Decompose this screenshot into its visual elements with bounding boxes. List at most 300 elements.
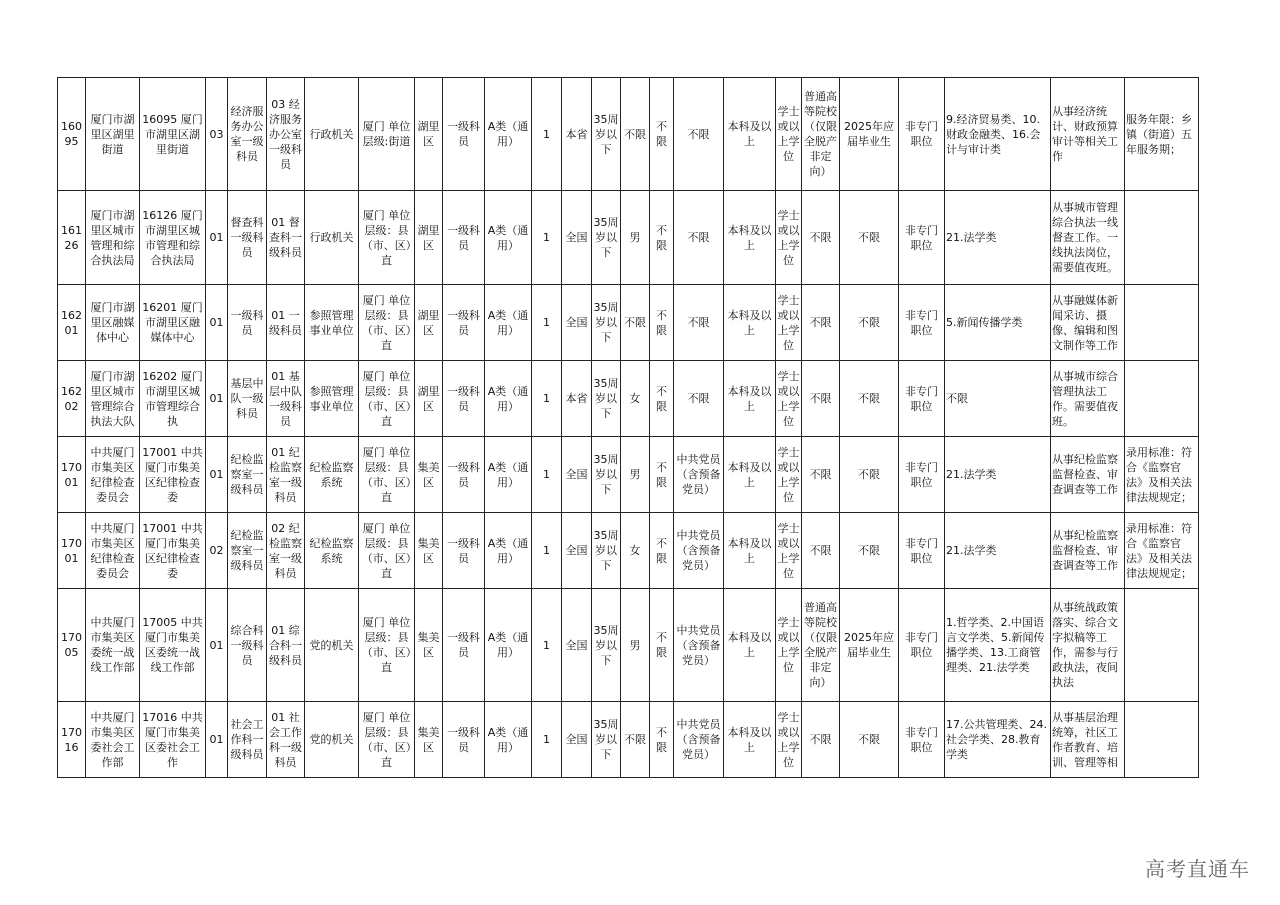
cell-graduate-type <box>840 78 899 191</box>
cell-text: 基层中队一级科员 <box>230 377 264 420</box>
cell-rank <box>443 702 485 778</box>
cell-school-type <box>802 702 840 778</box>
cell-text: 17016 中共厦门市集美区委社会工作 <box>142 710 203 769</box>
cell-text: 02 <box>209 544 224 557</box>
cell-unit-name <box>86 78 140 191</box>
cell-graduate-type <box>840 702 899 778</box>
cell-education <box>724 78 776 191</box>
cell-text: 厦门 单位层级：县（市、区）直 <box>361 445 412 504</box>
cell-headcount <box>532 513 562 589</box>
cell-job-duties <box>1051 78 1125 191</box>
cell-text: 中共厦门市集美区委社会工作部 <box>90 710 135 769</box>
cell-school-type <box>802 513 840 589</box>
cell-post-full <box>267 285 305 361</box>
cell-graduate-type <box>840 191 899 285</box>
cell-text: 女 <box>629 392 641 405</box>
cell-text: 不限 <box>624 127 646 141</box>
cell-exam-category <box>485 361 532 437</box>
cell-text: 不限 <box>656 725 667 754</box>
cell-text: 21.法学类 <box>946 231 997 244</box>
cell-exam-category <box>485 513 532 589</box>
cell-district <box>415 437 443 513</box>
cell-education <box>724 191 776 285</box>
cell-text: 厦门市湖里区融媒体中心 <box>90 301 135 344</box>
cell-text: 集美区 <box>417 460 440 489</box>
cell-unit-type <box>305 361 359 437</box>
cell-political-status <box>674 513 724 589</box>
cell-text: 1 <box>543 127 550 141</box>
cell-text: 不限 <box>858 231 880 244</box>
cell-text: A类（通用） <box>487 120 529 148</box>
cell-text: 1.哲学类、2.中国语言文学类、5.新闻传播学类、13.工商管理类、21.法学类 <box>946 616 1045 674</box>
cell-text: 全国 <box>565 544 588 557</box>
cell-text: 非专门职位 <box>905 384 938 413</box>
cell-text: 本科及以上 <box>727 223 772 252</box>
cell-gender <box>621 191 650 285</box>
cell-text: 一级科员 <box>447 120 480 148</box>
cell-text: 纪检监察室一级科员 <box>230 529 264 572</box>
cell-text: 女 <box>629 544 641 557</box>
cell-text: 学士或以上学位 <box>777 293 800 352</box>
cell-text: 厦门 单位层级：县（市、区）直 <box>361 208 412 267</box>
cell-text: 不限 <box>624 733 646 746</box>
cell-unit-name <box>86 513 140 589</box>
cell-unit-level <box>359 589 415 702</box>
cell-text: 服务年限：乡镇（街道）五年服务期； <box>1126 112 1192 156</box>
cell-position-type <box>899 361 945 437</box>
cell-post-full <box>267 437 305 513</box>
cell-job-duties <box>1051 702 1125 778</box>
cell-text: 17001 中共厦门市集美区纪律检查委 <box>142 521 203 580</box>
cell-unit-code <box>140 589 206 702</box>
cell-exam-category <box>485 285 532 361</box>
cell-text: 1 <box>543 231 550 244</box>
cell-text: 17005 中共厦门市集美区委统一战线工作部 <box>142 616 203 674</box>
cell-position-type <box>899 78 945 191</box>
cell-text: A类（通用） <box>487 631 529 659</box>
cell-unit-code <box>140 285 206 361</box>
cell-post-code <box>206 589 228 702</box>
cell-text: 学士或以上学位 <box>777 521 800 580</box>
cell-text: 非专门职位 <box>905 536 938 565</box>
cell-graduate-type <box>840 437 899 513</box>
cell-age-limit <box>592 285 621 361</box>
cell-ethnicity <box>650 437 674 513</box>
cell-text: 一级科员 <box>447 460 480 489</box>
cell-unit-level <box>359 361 415 437</box>
cell-text: 01 基层中队一级科员 <box>269 369 302 428</box>
cell-unit-level <box>359 437 415 513</box>
cell-text: 学士或以上学位 <box>777 445 800 504</box>
cell-age-limit <box>592 191 621 285</box>
cell-gender <box>621 437 650 513</box>
cell-school-type <box>802 589 840 702</box>
watermark-text: 高考直通车 <box>1145 857 1250 881</box>
cell-exam-category <box>485 437 532 513</box>
cell-major <box>945 702 1051 778</box>
cell-text: 学士或以上学位 <box>777 616 800 674</box>
cell-post-name <box>228 513 267 589</box>
cell-text: 不限 <box>687 127 710 141</box>
cell-position-code <box>58 589 86 702</box>
cell-text: 厦门市湖里区城市管理综合执法大队 <box>90 369 135 428</box>
cell-text: 厦门 单位层级：县（市、区）直 <box>361 369 412 428</box>
cell-text: 17.公共管理类、24.社会学类、28.教育学类 <box>946 718 1047 761</box>
cell-text: 纪检监察系统 <box>309 536 354 565</box>
table-row <box>58 437 1199 513</box>
cell-hiring-scope <box>562 513 592 589</box>
cell-post-name <box>228 191 267 285</box>
cell-text: 17001 中共厦门市集美区纪律检查委 <box>142 445 203 504</box>
cell-age-limit <box>592 78 621 191</box>
cell-text: 参照管理事业单位 <box>309 308 354 337</box>
cell-age-limit <box>592 361 621 437</box>
cell-text: 综合科一级科员 <box>230 623 264 667</box>
cell-position-code <box>58 702 86 778</box>
cell-text: 1620​2 <box>61 384 82 413</box>
cell-major <box>945 285 1051 361</box>
cell-hiring-scope <box>562 437 592 513</box>
cell-text: 不限 <box>946 392 968 405</box>
cell-major <box>945 361 1051 437</box>
cell-text: 厦门 单位层级:街道 <box>362 120 411 148</box>
cell-text: 9.经济贸易类、10.财政金融类、16.会计与审计类 <box>946 112 1041 156</box>
cell-post-code <box>206 361 228 437</box>
cell-hiring-scope <box>562 191 592 285</box>
cell-text: 集美区 <box>417 536 440 565</box>
cell-text: 录用标准：符合《监察官法》及相关法律法规规定； <box>1126 521 1192 580</box>
cell-headcount <box>532 361 562 437</box>
cell-district <box>415 702 443 778</box>
cell-post-name <box>228 361 267 437</box>
cell-exam-category <box>485 702 532 778</box>
cell-text: 男 <box>629 468 641 481</box>
cell-ethnicity <box>650 589 674 702</box>
cell-post-code <box>206 513 228 589</box>
cell-text: 湖里区 <box>417 384 440 413</box>
cell-text: 非专门职位 <box>905 631 938 659</box>
cell-gender <box>621 589 650 702</box>
cell-major <box>945 437 1051 513</box>
cell-text: 一级科员 <box>447 536 480 565</box>
cell-text: 党的机关 <box>309 638 354 652</box>
cell-degree <box>776 513 802 589</box>
cell-text: 本科及以上 <box>727 631 772 659</box>
cell-hiring-scope <box>562 361 592 437</box>
cell-post-code <box>206 437 228 513</box>
cell-unit-code <box>140 702 206 778</box>
cell-text: 不限 <box>858 392 880 405</box>
cell-text: 35周岁以下 <box>593 112 619 156</box>
cell-text: 不限 <box>687 231 710 244</box>
cell-text: 集美区 <box>417 725 440 754</box>
cell-ethnicity <box>650 191 674 285</box>
cell-exam-category <box>485 191 532 285</box>
cell-text: 1700​1 <box>61 460 82 489</box>
cell-headcount <box>532 702 562 778</box>
cell-text: 01 一级科员 <box>269 308 302 337</box>
cell-text: 21.法学类 <box>946 544 997 557</box>
table-row <box>58 513 1199 589</box>
cell-unit-type <box>305 513 359 589</box>
cell-text: 本科及以上 <box>727 384 772 413</box>
cell-text: A类（通用） <box>487 536 529 565</box>
cell-position-type <box>899 589 945 702</box>
cell-text: 普通高等院校（仅限全脱产非定向） <box>804 90 837 178</box>
cell-degree <box>776 361 802 437</box>
cell-text: 不限 <box>656 120 667 148</box>
cell-unit-code <box>140 361 206 437</box>
cell-text: 1 <box>543 638 550 652</box>
cell-job-duties <box>1051 589 1125 702</box>
cell-major <box>945 513 1051 589</box>
cell-text: 厦门 单位层级：县（市、区）直 <box>361 616 412 674</box>
cell-unit-level <box>359 191 415 285</box>
cell-major <box>945 191 1051 285</box>
cell-unit-type <box>305 589 359 702</box>
cell-text: 01 纪检监察室一级科员 <box>269 445 302 504</box>
cell-text: 16095 厦门市湖里区湖里街道 <box>142 112 203 156</box>
cell-text: A类（通用） <box>487 725 529 754</box>
cell-post-full <box>267 702 305 778</box>
cell-text: 全国 <box>565 638 588 652</box>
cell-degree <box>776 78 802 191</box>
cell-text: 01 督查科一级科员 <box>269 216 302 259</box>
cell-text: 不限 <box>809 392 832 405</box>
cell-text: 湖里区 <box>417 120 440 148</box>
cell-other-requirements <box>1125 589 1199 702</box>
cell-position-type <box>899 702 945 778</box>
cell-political-status <box>674 589 724 702</box>
cell-text: 不限 <box>624 316 646 329</box>
cell-other-requirements <box>1125 361 1199 437</box>
cell-unit-level <box>359 78 415 191</box>
cell-text: 中共厦门市集美区纪律检查委员会 <box>90 521 135 580</box>
cell-text: 全国 <box>565 316 588 329</box>
cell-text: 全国 <box>565 733 588 746</box>
cell-text: 中共党员（含预备党员） <box>676 623 721 667</box>
cell-text: 行政机关 <box>309 231 354 244</box>
cell-text: 中共党员（含预备党员） <box>676 718 721 761</box>
cell-post-full <box>267 589 305 702</box>
cell-unit-name <box>86 437 140 513</box>
cell-text: 纪检监察室一级科员 <box>230 453 264 496</box>
cell-unit-level <box>359 285 415 361</box>
cell-unit-code <box>140 437 206 513</box>
cell-text: 不限 <box>656 460 667 489</box>
table-row <box>58 702 1199 778</box>
cell-text: 01 <box>209 316 224 329</box>
cell-district <box>415 78 443 191</box>
cell-degree <box>776 285 802 361</box>
cell-text: 不限 <box>656 536 667 565</box>
cell-education <box>724 702 776 778</box>
cell-text: 01 <box>209 392 224 405</box>
cell-gender <box>621 78 650 191</box>
cell-text: 湖里区 <box>417 308 440 337</box>
cell-text: A类（通用） <box>487 223 529 252</box>
cell-text: 1701​6 <box>61 725 82 754</box>
cell-school-type <box>802 437 840 513</box>
cell-text: 非专门职位 <box>905 223 938 252</box>
cell-post-full <box>267 513 305 589</box>
cell-text: 纪检监察系统 <box>309 460 354 489</box>
cell-text: 不限 <box>656 631 667 659</box>
cell-hiring-scope <box>562 589 592 702</box>
cell-post-name <box>228 78 267 191</box>
cell-text: 不限 <box>858 316 880 329</box>
cell-text: 不限 <box>809 316 832 329</box>
cell-school-type <box>802 78 840 191</box>
cell-text: 35周岁以下 <box>593 216 619 259</box>
cell-text: 男 <box>629 231 641 244</box>
cell-text: 普通高等院校（仅限全脱产非定向） <box>804 601 837 689</box>
cell-graduate-type <box>840 361 899 437</box>
cell-headcount <box>532 285 562 361</box>
cell-text: 本科及以上 <box>727 725 772 754</box>
cell-text: 不限 <box>858 468 880 481</box>
cell-rank <box>443 285 485 361</box>
cell-degree <box>776 191 802 285</box>
cell-text: 从事统战政策落实、综合文字拟稿等工作，需参与行政执法，夜间执法 <box>1052 601 1118 689</box>
cell-text: 非专门职位 <box>905 308 938 337</box>
cell-text: 男 <box>629 638 641 652</box>
cell-age-limit <box>592 513 621 589</box>
table-row <box>58 361 1199 437</box>
cell-unit-code <box>140 513 206 589</box>
cell-text: 16126 厦门市湖里区城市管理和综合执法局 <box>142 208 203 267</box>
cell-ethnicity <box>650 361 674 437</box>
cell-political-status <box>674 78 724 191</box>
cell-rank <box>443 191 485 285</box>
cell-text: 1620​1 <box>61 308 82 337</box>
cell-text: A类（通用） <box>487 384 529 413</box>
cell-unit-name <box>86 589 140 702</box>
cell-text: 党的机关 <box>309 733 354 746</box>
cell-text: 集美区 <box>417 631 440 659</box>
cell-text: 从事经济统计、财政预算审计等相关工作 <box>1052 105 1118 163</box>
cell-text: 01 <box>209 231 224 244</box>
cell-text: 不限 <box>656 223 667 252</box>
cell-text: 35周岁以下 <box>593 623 619 667</box>
cell-graduate-type <box>840 285 899 361</box>
cell-degree <box>776 437 802 513</box>
cell-text: 不限 <box>809 231 832 244</box>
cell-text: 不限 <box>656 384 667 413</box>
cell-text: 不限 <box>809 733 832 746</box>
cell-post-name <box>228 437 267 513</box>
cell-text: 学士或以上学位 <box>777 710 800 769</box>
cell-text: 厦门 单位层级：县（市、区）直 <box>361 293 412 352</box>
cell-text: 35周岁以下 <box>593 453 619 496</box>
cell-position-code <box>58 285 86 361</box>
cell-job-duties <box>1051 361 1125 437</box>
cell-text: 03 <box>209 127 224 141</box>
cell-headcount <box>532 589 562 702</box>
cell-text: 本省 <box>565 392 588 405</box>
cell-political-status <box>674 285 724 361</box>
cell-text: 非专门职位 <box>905 120 938 148</box>
cell-text: A类（通用） <box>487 460 529 489</box>
cell-unit-type <box>305 437 359 513</box>
cell-age-limit <box>592 437 621 513</box>
cell-gender <box>621 702 650 778</box>
cell-text: 1 <box>543 392 550 405</box>
cell-gender <box>621 361 650 437</box>
cell-text: 1 <box>543 544 550 557</box>
cell-major <box>945 589 1051 702</box>
cell-text: 1 <box>543 316 550 329</box>
cell-text: 35周岁以下 <box>593 377 619 420</box>
cell-text: 社会工作科一级科员 <box>230 718 264 761</box>
cell-position-code <box>58 191 86 285</box>
cell-text: 学士或以上学位 <box>777 369 800 428</box>
cell-text: 厦门 单位层级：县（市、区）直 <box>361 710 412 769</box>
cell-age-limit <box>592 702 621 778</box>
cell-text: 不限 <box>809 544 832 557</box>
cell-post-full <box>267 191 305 285</box>
cell-unit-name <box>86 361 140 437</box>
cell-exam-category <box>485 589 532 702</box>
cell-text: A类（通用） <box>487 308 529 337</box>
cell-political-status <box>674 437 724 513</box>
cell-district <box>415 589 443 702</box>
job-position-table <box>57 77 1199 778</box>
cell-text: 一级科员 <box>447 223 480 252</box>
cell-text: 本科及以上 <box>727 120 772 148</box>
cell-text: 本科及以上 <box>727 536 772 565</box>
cell-text: 非专门职位 <box>905 725 938 754</box>
cell-position-type <box>899 437 945 513</box>
cell-other-requirements <box>1125 702 1199 778</box>
cell-text: 一级科员 <box>447 725 480 754</box>
cell-district <box>415 513 443 589</box>
cell-text: 本省 <box>565 127 588 141</box>
cell-post-code <box>206 285 228 361</box>
cell-ethnicity <box>650 78 674 191</box>
cell-headcount <box>532 437 562 513</box>
cell-post-name <box>228 702 267 778</box>
cell-rank <box>443 437 485 513</box>
cell-text: 全国 <box>565 231 588 244</box>
cell-major <box>945 78 1051 191</box>
cell-post-code <box>206 78 228 191</box>
cell-other-requirements <box>1125 191 1199 285</box>
cell-text: 01 <box>209 638 224 652</box>
cell-text: 1700​1 <box>61 536 82 565</box>
cell-text: 行政机关 <box>309 127 354 141</box>
cell-unit-code <box>140 78 206 191</box>
cell-ethnicity <box>650 702 674 778</box>
cell-text: 不限 <box>687 392 710 405</box>
cell-position-code <box>58 361 86 437</box>
cell-district <box>415 285 443 361</box>
cell-text: 从事纪检监察监督检查、审查调查等工作 <box>1052 529 1118 572</box>
cell-education <box>724 589 776 702</box>
cell-graduate-type <box>840 589 899 702</box>
cell-text: 从事城市管理综合执法一线督查工作。一线执法岗位，需要值夜班。 <box>1052 201 1118 274</box>
cell-text: 本科及以上 <box>727 460 772 489</box>
cell-text: 学士或以上学位 <box>777 105 800 163</box>
cell-post-code <box>206 191 228 285</box>
cell-text: 全国 <box>565 468 588 481</box>
cell-text: 湖里区 <box>417 223 440 252</box>
cell-education <box>724 513 776 589</box>
cell-text: 1612​6 <box>61 223 82 252</box>
cell-position-code <box>58 78 86 191</box>
cell-graduate-type <box>840 513 899 589</box>
cell-text: 经济服务办公室一级科员 <box>230 105 264 163</box>
